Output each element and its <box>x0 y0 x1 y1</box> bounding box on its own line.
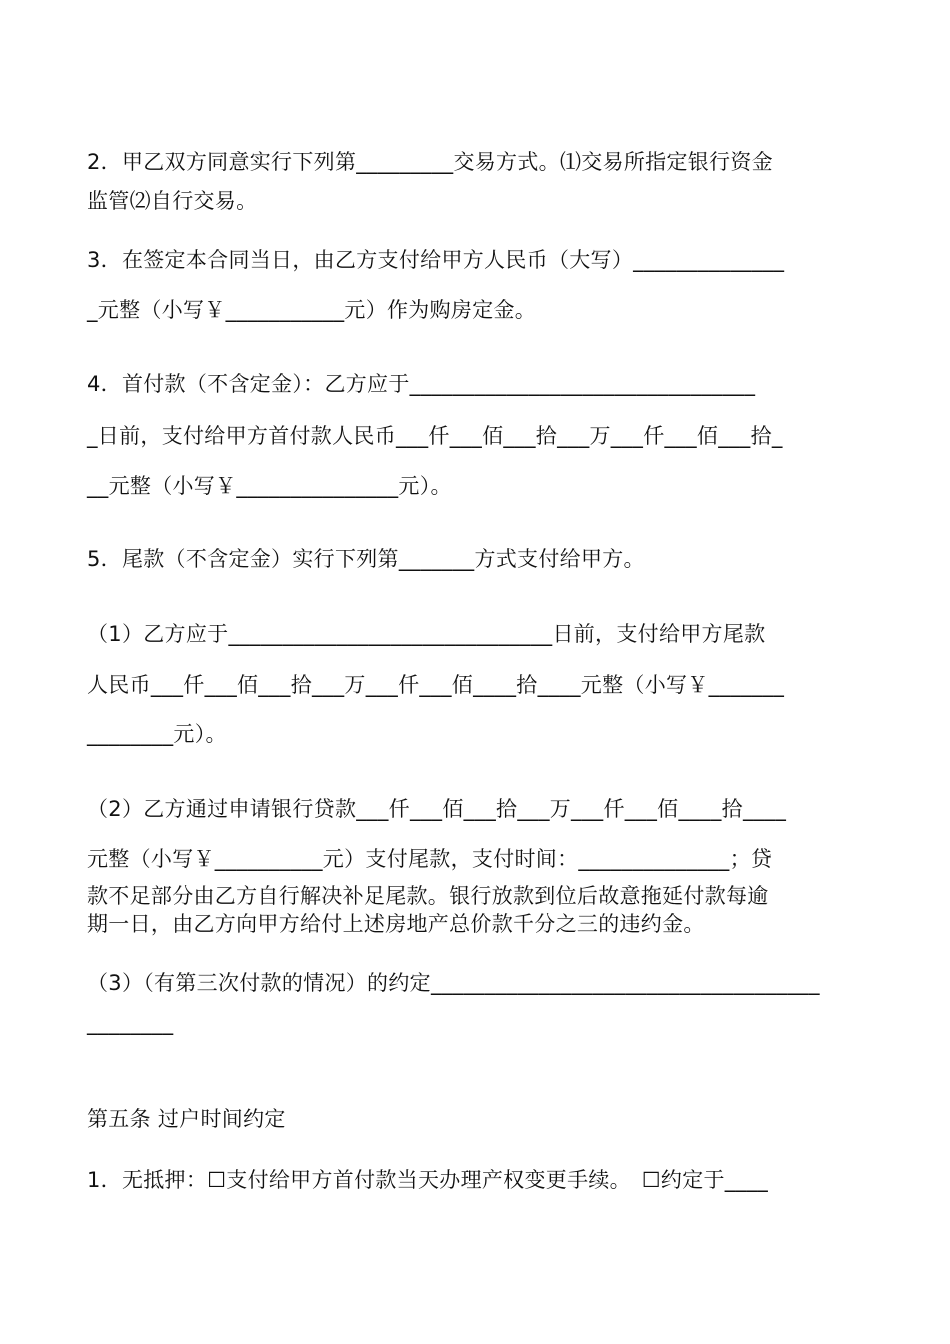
clause-1-no-mortgage: 1．无抵押：☐支付给甲方首付款当天办理产权变更手续。 ☐约定于____ <box>87 1168 769 1192</box>
clause-4-line-2: _日前，支付给甲方首付款人民币___仟___佰___拾___万___仟___佰___拾_ <box>87 424 783 448</box>
clause-5-3-line-2: ________ <box>87 1011 174 1035</box>
clause-5-1-line-2: 人民币___仟___佰___拾___万___仟___佰____拾____元整（小写￥_______ <box>87 673 785 697</box>
clause-5-2-line-3: 款不足部分由乙方自行解决补足尾款。银行放款到位后故意拖延付款每逾 <box>87 884 769 908</box>
clause-2-line-2: 监管⑵自行交易。 <box>87 189 258 213</box>
clause-5-2-line-1: （2）乙方通过申请银行贷款___仟___佰___拾___万___仟___佰____拾____ <box>87 797 787 821</box>
clause-4-line-3: __元整（小写￥_______________元）。 <box>87 474 452 498</box>
clause-2-line-1: 2．甲乙双方同意实行下列第_________交易方式。⑴交易所指定银行资金 <box>87 150 773 174</box>
clause-5-2-line-4: 期一日，由乙方向甲方给付上述房地产总价款千分之三的违约金。 <box>87 912 705 936</box>
clause-3-line-1: 3．在签定本合同当日，由乙方支付给甲方人民币（大写）______________ <box>87 248 785 272</box>
clause-5-2-line-2: 元整（小写￥__________元）支付尾款，支付时间：______________；贷 <box>87 847 773 871</box>
clause-3-line-2: _元整（小写￥___________元）作为购房定金。 <box>87 298 537 322</box>
clause-4-line-1: 4．首付款（不含定金）：乙方应于________________________________ <box>87 372 756 396</box>
clause-5-1-line-3: ________元）。 <box>87 722 227 746</box>
clause-5-line-1: 5．尾款（不含定金）实行下列第_______方式支付给甲方。 <box>87 547 645 571</box>
clause-5-1-line-1: （1）乙方应于______________________________日前，支付给甲方尾款 <box>87 622 766 646</box>
section-title: 第五条 过户时间约定 <box>87 1107 286 1131</box>
clause-5-3-line-1: （3）（有第三次付款的情况）的约定____________________________________ <box>87 971 820 995</box>
